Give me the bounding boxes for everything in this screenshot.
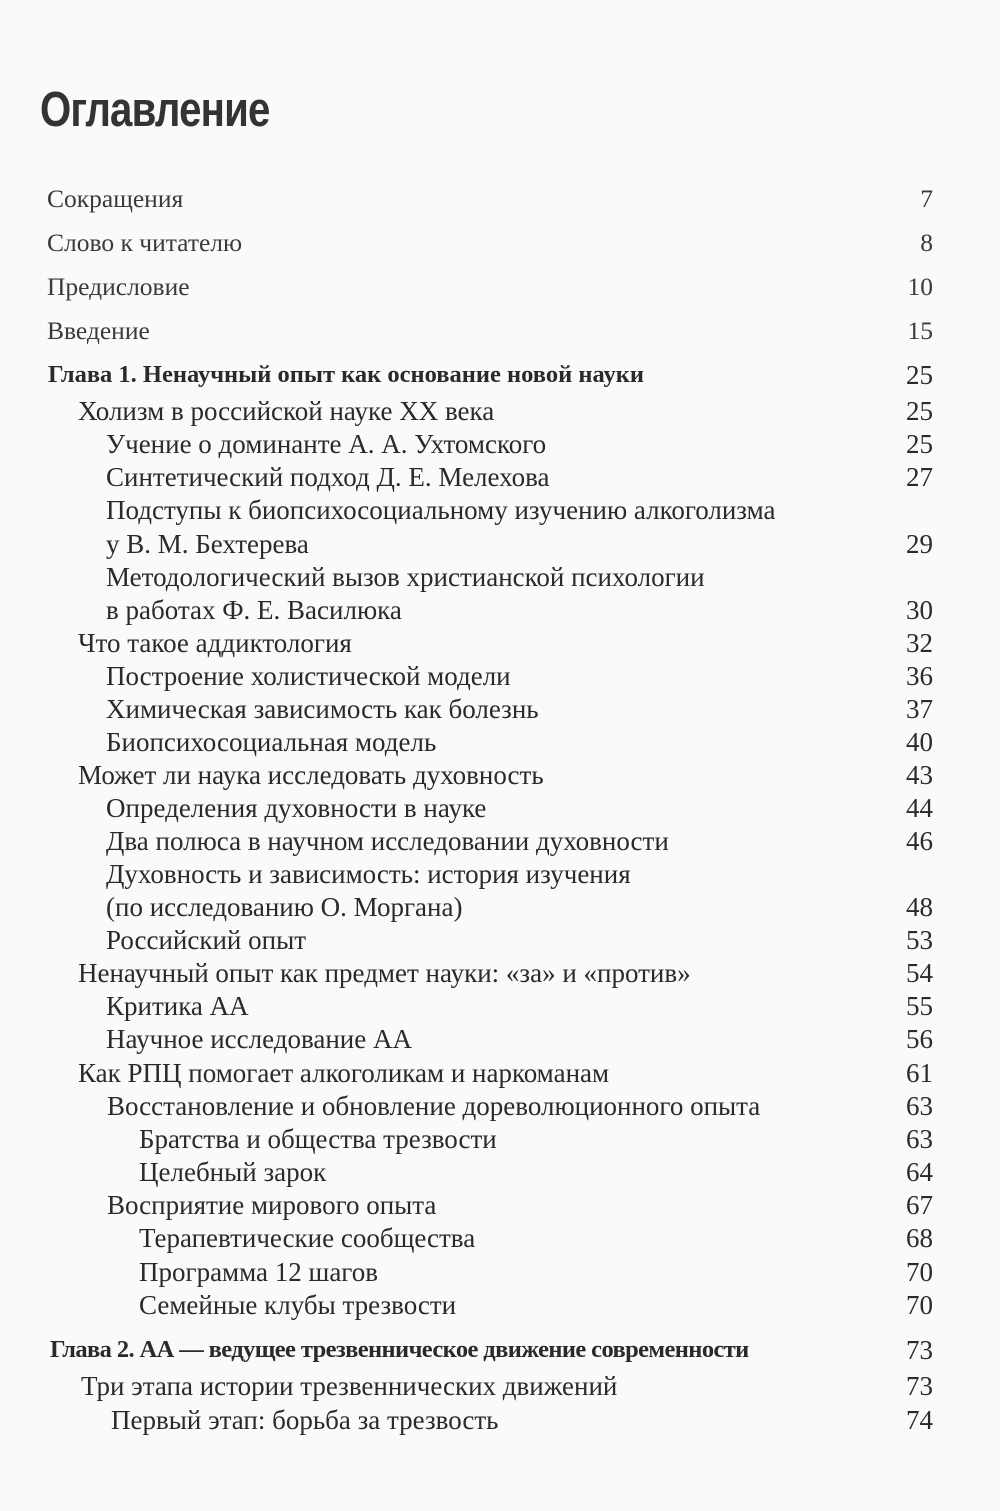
toc-entry-title: Братства и общества трезвости	[139, 1124, 497, 1154]
toc-entry-page: 15	[907, 316, 933, 345]
toc-entry-page: 8	[920, 228, 933, 257]
toc-entry-title: Семейные клубы трезвости	[139, 1290, 457, 1320]
page-title: Оглавление	[40, 83, 270, 137]
toc-entry-title: Может ли наука исследовать духовность	[78, 760, 544, 790]
toc-entry	[0, 394, 1000, 430]
toc-entry-title: Два полюса в научном исследовании духовности	[106, 826, 669, 856]
toc-entry-title: (по исследованию О. Моргана)	[106, 892, 463, 922]
toc-entry-title: Три этапа истории трезвеннических движений	[81, 1371, 618, 1401]
toc-entry	[0, 1221, 1000, 1257]
toc-entry-title: Холизм в российской науке XX века	[78, 396, 495, 426]
toc-entry	[0, 1056, 1000, 1092]
toc-entry-page: 70	[906, 1290, 933, 1320]
toc-entry	[0, 427, 1000, 463]
toc-entry	[0, 1369, 1000, 1405]
toc-entry-page: 68	[906, 1223, 933, 1253]
toc-entry-page: 55	[906, 991, 933, 1021]
toc-entry-page: 74	[906, 1405, 933, 1435]
toc-entry-page: 73	[906, 1371, 933, 1401]
toc-entry-title: Целебный зарок	[139, 1157, 327, 1187]
toc-chapter	[0, 1333, 1000, 1369]
toc-entry	[0, 692, 1000, 728]
toc-entry-title: Синтетический подход Д. Е. Мелехова	[106, 462, 550, 492]
toc-entry	[0, 493, 1000, 529]
toc-entry-title: у В. М. Бехтерева	[106, 529, 309, 559]
toc-entry-title: Программа 12 шагов	[139, 1257, 378, 1287]
toc-entry-title: Слово к читателю	[47, 228, 243, 257]
toc-entry-title: Сокращения	[47, 184, 184, 213]
toc-entry-title: Восстановление и обновление дореволюционного опыта	[107, 1091, 761, 1121]
toc-entry	[0, 758, 1000, 794]
toc-entry-page: 63	[906, 1124, 933, 1154]
toc-entry-title: Первый этап: борьба за трезвость	[111, 1405, 499, 1435]
toc-entry-title: Предисловие	[47, 272, 190, 301]
toc-entry-page: 63	[906, 1091, 933, 1121]
toc-entry	[0, 460, 1000, 496]
toc-entry-title: Ненаучный опыт как предмет науки: «за» и «против»	[78, 958, 691, 988]
toc-entry-page: 40	[906, 727, 933, 757]
toc-entry-title: Что такое аддиктология	[78, 628, 352, 658]
toc-entry	[0, 659, 1000, 695]
toc-entry	[0, 626, 1000, 662]
toc-entry-page: 44	[906, 793, 933, 823]
toc-entry	[0, 1188, 1000, 1224]
toc-entry	[0, 857, 1000, 893]
toc-entry-page: 61	[906, 1058, 933, 1088]
toc-entry	[0, 1089, 1000, 1125]
toc-entry-page: 27	[906, 462, 933, 492]
toc-entry	[0, 1288, 1000, 1324]
toc-entry-title: Учение о доминанте А. А. Ухтомского	[106, 429, 547, 459]
toc-entry-page: 25	[906, 396, 933, 426]
toc-entry	[0, 1155, 1000, 1191]
toc-entry	[0, 560, 1000, 596]
toc-entry	[0, 593, 1000, 629]
toc-entry-title: Духовность и зависимость: история изучения	[106, 859, 631, 889]
toc-entry-page: 43	[906, 760, 933, 790]
toc-entry-page: 25	[906, 429, 933, 459]
toc-entry-page: 46	[906, 826, 933, 856]
toc-entry-title: Химическая зависимость как болезнь	[106, 694, 539, 724]
toc-entry	[0, 824, 1000, 860]
toc-entry	[0, 923, 1000, 959]
toc-entry	[0, 527, 1000, 563]
toc-entry-page: 67	[906, 1190, 933, 1220]
toc-entry-title: Восприятие мирового опыта	[107, 1190, 437, 1220]
toc-entry-page: 36	[906, 661, 933, 691]
toc-entry-title: в работах Ф. Е. Василюка	[106, 595, 402, 625]
toc-entry-page: 53	[906, 925, 933, 955]
toc-entry	[0, 956, 1000, 992]
toc-entry-title: Терапевтические сообщества	[139, 1223, 476, 1253]
toc-entry-title: Российский опыт	[106, 925, 307, 955]
toc-entry	[0, 314, 1000, 350]
toc-entry	[0, 1022, 1000, 1058]
toc-entry	[0, 226, 1000, 262]
toc-chapter-title: Глава 1. Ненаучный опыт как основание новой науки	[48, 361, 644, 388]
toc-entry-title: Построение холистической модели	[106, 661, 511, 691]
toc-entry-page: 37	[906, 694, 933, 724]
toc-entry-page: 25	[906, 360, 933, 390]
toc-entry-page: 73	[906, 1335, 933, 1365]
toc-entry-page: 70	[906, 1257, 933, 1287]
toc-entry	[0, 1122, 1000, 1158]
toc-entry-page: 10	[907, 272, 933, 301]
toc-entry	[0, 182, 1000, 218]
toc-entry-page: 30	[906, 595, 933, 625]
toc-entry-page: 56	[906, 1024, 933, 1054]
toc-entry	[0, 1403, 1000, 1439]
toc-entry	[0, 989, 1000, 1025]
toc-entry-page: 7	[920, 184, 933, 213]
toc-entry-page: 64	[906, 1157, 933, 1187]
toc-entry-page: 32	[906, 628, 933, 658]
toc-entry-title: Методологический вызов христианской психологии	[106, 562, 705, 592]
toc-entry	[0, 791, 1000, 827]
toc-entry-title: Как РПЦ помогает алкоголикам и наркоманам	[78, 1058, 610, 1088]
toc-entry-title: Определения духовности в науке	[106, 793, 487, 823]
toc-entry-title: Введение	[47, 316, 150, 345]
toc-entry	[0, 1255, 1000, 1291]
toc-chapter-title: Глава 2. АА — ведущее трезвенническое движение современности	[50, 1336, 749, 1363]
toc-entry-title: Подступы к биопсихосоциальному изучению алкоголизма	[106, 495, 776, 525]
toc-entry-page: 29	[906, 529, 933, 559]
toc-entry	[0, 725, 1000, 761]
toc-chapter	[0, 358, 1000, 394]
toc-entry	[0, 270, 1000, 306]
toc-entry-title: Научное исследование АА	[106, 1024, 412, 1054]
toc-entry-title: Биопсихосоциальная модель	[106, 727, 437, 757]
toc-entry	[0, 890, 1000, 926]
toc-entry-page: 54	[906, 958, 933, 988]
toc-entry-page: 48	[906, 892, 933, 922]
toc-entry-title: Критика АА	[106, 991, 249, 1021]
